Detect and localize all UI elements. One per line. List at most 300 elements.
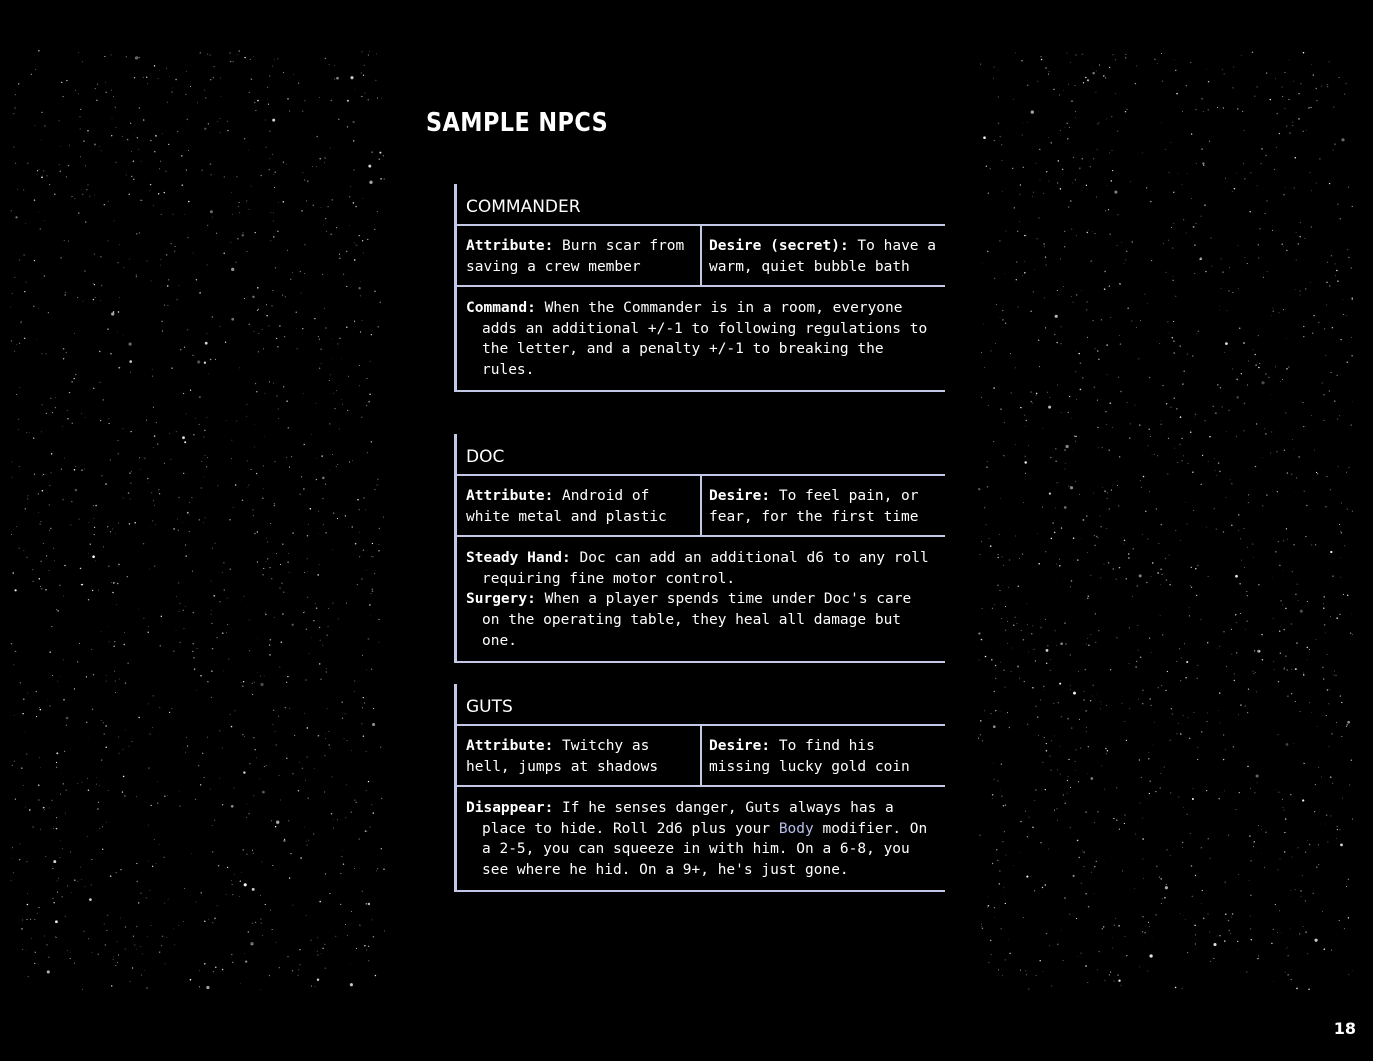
star	[307, 757, 308, 758]
star	[328, 608, 329, 609]
star	[1344, 545, 1345, 546]
star	[1121, 242, 1122, 243]
star	[143, 618, 144, 619]
star	[1116, 579, 1117, 580]
star	[1186, 233, 1187, 234]
star	[1224, 73, 1225, 74]
star	[129, 746, 130, 747]
star	[1019, 221, 1020, 222]
star	[1168, 554, 1169, 555]
star	[1250, 916, 1251, 917]
star	[1148, 752, 1149, 753]
star	[1039, 149, 1040, 150]
star	[1326, 814, 1328, 816]
star	[205, 455, 206, 456]
star	[1124, 814, 1125, 815]
star	[207, 54, 208, 55]
star	[208, 919, 209, 920]
star	[32, 569, 33, 570]
star	[197, 102, 198, 103]
star	[1076, 351, 1077, 352]
star	[1081, 158, 1083, 160]
star	[63, 596, 64, 597]
star	[55, 920, 58, 923]
star	[1073, 537, 1075, 539]
star	[1004, 686, 1005, 687]
star	[207, 417, 208, 418]
star	[1172, 337, 1173, 338]
star	[70, 852, 71, 853]
star	[1065, 803, 1066, 804]
star	[346, 785, 347, 786]
star	[1056, 342, 1057, 343]
star	[242, 500, 243, 501]
star	[1054, 810, 1055, 811]
star	[176, 630, 177, 631]
star	[993, 725, 996, 728]
star	[1217, 107, 1218, 108]
star	[978, 737, 979, 739]
star	[988, 897, 989, 898]
star	[1153, 745, 1154, 746]
star	[38, 212, 39, 213]
star	[334, 78, 335, 79]
star	[1068, 412, 1069, 413]
star	[313, 620, 314, 621]
star	[1244, 130, 1245, 131]
star	[154, 65, 155, 66]
star	[334, 408, 335, 409]
star	[39, 707, 40, 708]
star	[106, 92, 107, 93]
star	[1273, 661, 1274, 662]
star	[359, 532, 360, 533]
star	[362, 891, 363, 892]
star	[106, 675, 107, 676]
star	[232, 884, 233, 885]
star	[1008, 587, 1009, 588]
star	[1317, 726, 1318, 727]
star	[177, 131, 178, 132]
star	[63, 96, 64, 97]
star	[278, 418, 279, 419]
star	[19, 859, 20, 860]
star	[49, 705, 51, 707]
star	[198, 765, 199, 766]
star	[86, 722, 87, 723]
star	[1032, 403, 1033, 404]
star	[45, 589, 46, 590]
star	[1165, 558, 1166, 559]
star	[1265, 433, 1266, 434]
star	[64, 751, 65, 752]
star	[1120, 391, 1122, 393]
star	[1197, 565, 1198, 566]
star	[112, 118, 113, 119]
star	[47, 175, 48, 176]
star	[246, 416, 247, 417]
star	[991, 350, 992, 351]
star	[1348, 467, 1349, 468]
star	[994, 917, 995, 918]
star	[1282, 87, 1283, 88]
star	[1119, 567, 1121, 569]
star	[276, 553, 277, 554]
star	[1226, 666, 1227, 667]
star	[1094, 535, 1095, 536]
star	[223, 671, 224, 672]
star	[1218, 798, 1219, 799]
star	[1343, 314, 1344, 315]
star	[1192, 472, 1193, 473]
star	[1098, 630, 1099, 631]
star	[1126, 578, 1128, 580]
star	[1023, 123, 1024, 124]
star	[253, 795, 254, 796]
star	[1135, 833, 1136, 834]
star	[251, 186, 252, 187]
star	[57, 681, 58, 682]
star	[201, 461, 202, 462]
star	[354, 799, 356, 801]
star	[227, 598, 228, 599]
star	[269, 381, 270, 382]
star	[113, 96, 114, 97]
star	[1056, 808, 1057, 809]
star	[1336, 722, 1337, 723]
star	[131, 151, 132, 152]
star	[1049, 492, 1051, 494]
star	[1283, 571, 1284, 572]
star	[1276, 451, 1277, 452]
star	[89, 196, 90, 197]
star	[366, 903, 368, 905]
star	[1160, 421, 1161, 422]
star	[1219, 310, 1220, 311]
star	[1097, 350, 1099, 352]
star	[272, 865, 273, 866]
star	[223, 562, 224, 563]
star	[1235, 614, 1236, 615]
star	[1075, 54, 1076, 55]
star	[1173, 321, 1174, 322]
star	[1208, 81, 1210, 83]
star	[1254, 650, 1255, 651]
star	[138, 717, 139, 718]
star	[1029, 817, 1030, 818]
star	[1051, 538, 1053, 540]
star	[1322, 383, 1323, 384]
star	[1064, 506, 1067, 509]
star	[234, 710, 235, 711]
star	[148, 861, 149, 862]
star	[207, 737, 208, 738]
star	[1067, 793, 1068, 794]
star	[214, 820, 215, 821]
star	[1309, 649, 1310, 650]
star	[161, 945, 162, 946]
star	[317, 937, 318, 938]
star	[1205, 271, 1207, 273]
star	[1263, 361, 1264, 362]
star	[378, 619, 379, 620]
star	[1183, 715, 1184, 716]
star	[1109, 285, 1110, 286]
star	[1052, 522, 1053, 523]
star	[95, 88, 96, 89]
star	[332, 339, 333, 340]
star	[273, 710, 274, 711]
star	[139, 149, 140, 150]
star	[118, 522, 119, 523]
star	[377, 479, 379, 481]
star	[91, 885, 92, 886]
star	[1082, 377, 1084, 379]
star	[226, 632, 227, 633]
star	[368, 638, 369, 639]
star	[361, 51, 362, 52]
star	[210, 359, 211, 360]
star	[1025, 811, 1026, 812]
star	[1112, 948, 1113, 949]
star	[1272, 230, 1273, 231]
star	[1238, 514, 1239, 515]
star	[1110, 669, 1111, 670]
star	[173, 929, 174, 930]
star	[257, 561, 258, 562]
star	[68, 241, 69, 242]
star	[1063, 286, 1064, 287]
star	[1116, 787, 1117, 788]
star	[279, 667, 280, 668]
star	[66, 80, 67, 81]
star	[252, 850, 253, 851]
star	[87, 836, 88, 837]
star	[1303, 131, 1304, 132]
star	[1290, 794, 1291, 795]
star	[1056, 461, 1057, 462]
star	[1224, 352, 1225, 353]
star	[1024, 415, 1025, 416]
star	[1326, 476, 1327, 477]
ability-text: When a player spends time under Doc's care on the operating table, they heal all damage but one.	[482, 591, 912, 649]
star	[1186, 661, 1188, 663]
star	[1031, 110, 1034, 113]
star	[1087, 232, 1088, 233]
star	[1046, 264, 1047, 265]
star	[1248, 502, 1249, 503]
star	[1078, 781, 1079, 782]
star	[1333, 149, 1334, 150]
star	[16, 651, 17, 652]
star	[1071, 100, 1073, 102]
star	[325, 327, 326, 328]
star	[212, 851, 213, 852]
star	[126, 56, 127, 57]
star	[114, 220, 115, 221]
star	[1070, 787, 1071, 788]
star	[351, 811, 352, 812]
star	[267, 98, 268, 99]
star	[101, 720, 102, 721]
star	[119, 244, 120, 245]
star	[1231, 933, 1232, 934]
star	[359, 365, 360, 366]
star	[999, 240, 1000, 241]
star	[1117, 245, 1118, 246]
star	[1293, 449, 1294, 450]
star	[1196, 109, 1197, 110]
star	[1284, 851, 1286, 853]
star	[233, 507, 234, 508]
star	[181, 155, 182, 156]
star	[1034, 800, 1035, 801]
star	[1283, 540, 1284, 541]
star	[1337, 280, 1339, 282]
star	[1232, 369, 1233, 370]
star	[1113, 54, 1114, 55]
star	[1105, 77, 1106, 78]
star	[112, 529, 113, 530]
star	[1120, 284, 1121, 285]
star	[1340, 577, 1341, 578]
star	[1147, 539, 1148, 540]
star	[307, 571, 308, 572]
star	[44, 809, 45, 810]
star	[12, 858, 13, 859]
attribute-label: Attribute:	[466, 238, 554, 254]
star	[34, 963, 35, 964]
star	[336, 390, 337, 391]
star	[1229, 267, 1230, 268]
star	[64, 458, 65, 459]
star	[239, 213, 240, 214]
star	[314, 318, 315, 319]
star	[1000, 317, 1001, 318]
star	[1300, 711, 1301, 712]
star	[1196, 678, 1198, 680]
star	[1112, 170, 1113, 171]
star	[350, 983, 353, 986]
star	[1332, 783, 1333, 784]
star	[105, 746, 106, 747]
star	[347, 126, 348, 127]
star	[1105, 210, 1106, 211]
star	[355, 802, 357, 804]
star	[1010, 353, 1011, 354]
star	[14, 351, 15, 352]
star	[1162, 634, 1163, 635]
star	[187, 119, 189, 121]
star	[178, 497, 179, 498]
ability-surgery	[466, 589, 937, 651]
star	[287, 250, 288, 251]
star	[1060, 165, 1061, 166]
star	[374, 229, 375, 230]
star	[71, 381, 72, 382]
star	[305, 780, 306, 781]
star	[308, 798, 309, 799]
star	[152, 369, 153, 370]
star	[1279, 565, 1280, 566]
star	[311, 637, 312, 638]
star	[375, 80, 376, 81]
star	[57, 610, 58, 611]
star	[1258, 825, 1259, 826]
star	[260, 683, 263, 686]
star	[107, 328, 108, 329]
star	[1124, 823, 1125, 824]
star	[1054, 736, 1055, 737]
star	[256, 473, 257, 474]
star	[96, 777, 97, 778]
star	[118, 311, 119, 312]
star	[35, 952, 36, 953]
star	[1258, 584, 1259, 585]
star	[1054, 532, 1056, 534]
star	[1195, 413, 1197, 415]
star	[1068, 206, 1069, 207]
star	[49, 570, 50, 571]
star	[94, 284, 95, 285]
star	[1291, 890, 1292, 891]
star	[286, 164, 287, 165]
star	[1075, 179, 1076, 180]
star	[166, 254, 167, 255]
star	[1189, 607, 1190, 608]
star	[345, 515, 346, 516]
star	[1004, 274, 1005, 275]
star	[1064, 231, 1065, 232]
star	[1347, 721, 1350, 724]
star	[27, 432, 28, 433]
star	[1086, 727, 1087, 728]
star	[1208, 109, 1209, 110]
star	[1043, 686, 1044, 687]
star	[1036, 393, 1038, 395]
star	[1201, 148, 1202, 149]
star	[982, 263, 983, 264]
star	[363, 697, 364, 698]
star	[1061, 343, 1062, 344]
star	[35, 69, 36, 70]
star	[339, 258, 341, 260]
star	[1192, 355, 1193, 356]
star	[367, 239, 368, 240]
star	[1138, 699, 1139, 700]
star	[1134, 405, 1135, 406]
star	[1129, 663, 1130, 664]
star	[236, 176, 237, 177]
star	[1161, 574, 1162, 575]
star	[1026, 876, 1028, 878]
star	[64, 294, 65, 295]
star	[1227, 310, 1228, 311]
ability-label: Steady Hand:	[466, 550, 571, 566]
npc-desire	[702, 726, 945, 785]
star	[1303, 426, 1304, 427]
star	[147, 478, 148, 479]
star	[1341, 736, 1342, 737]
star	[1037, 717, 1038, 718]
star	[123, 334, 124, 335]
star	[213, 971, 214, 972]
star	[1352, 511, 1353, 512]
star	[15, 108, 16, 109]
star	[1116, 819, 1118, 821]
star	[1000, 498, 1001, 499]
star	[34, 473, 35, 474]
